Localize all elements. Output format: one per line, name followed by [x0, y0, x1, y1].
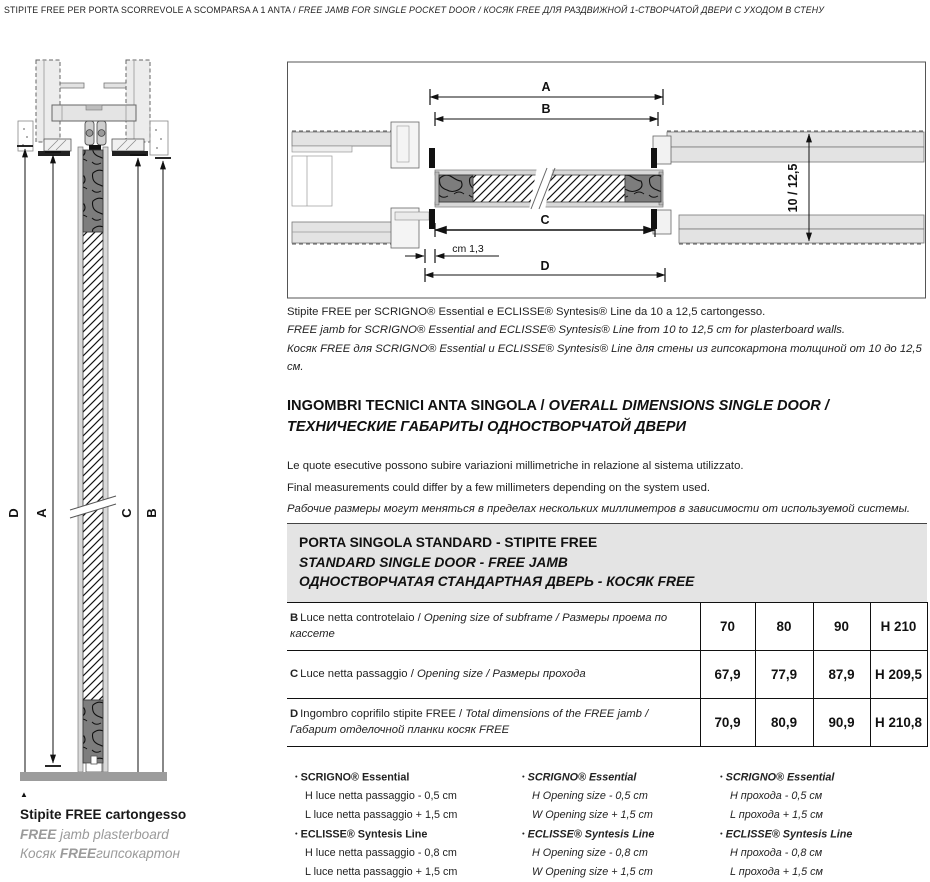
dim-label-c: C: [119, 508, 134, 518]
plan-drawing: [287, 60, 927, 300]
ceiling-bracket-left: [58, 83, 84, 88]
spec-line: H Opening size - 0,8 cm: [532, 847, 648, 860]
dim-label-a: A: [34, 508, 49, 518]
floor-label-it-pre: Stipite: [20, 807, 66, 822]
section-heading: [287, 396, 927, 438]
table-title-en: STANDARD SINGLE DOOR - FREE JAMB: [299, 554, 568, 570]
right-wall-board-3: [679, 215, 924, 229]
table-title-it: PORTA SINGOLA STANDARD - STIPITE FREE: [299, 535, 598, 550]
floor-label-ru-pre: Косяк: [20, 846, 60, 861]
dimensions-table-block: [287, 523, 927, 747]
left-jamb-top: [391, 122, 419, 168]
caption-en: FREE jamb for SCRIGNO® Essential and ECLISSE® Syntesis® Line from 10 to 12,5 cm for plasterboard walls.: [287, 324, 846, 337]
heading-en: OVERALL DIMENSIONS SINGLE DOOR /: [548, 398, 829, 414]
cell-value: 87,9: [813, 650, 870, 698]
cell-value: 80: [755, 602, 813, 650]
dim-label-b: B: [144, 508, 159, 518]
table-row: [287, 650, 927, 698]
row-letter: B: [290, 612, 299, 624]
bullet-icon: •: [295, 772, 298, 781]
spec-line: W Opening size + 1,5 cm: [532, 809, 653, 822]
right-wall-board-1: [667, 132, 924, 147]
right-wall-board-4: [679, 229, 924, 243]
spec-line: H luce netta passaggio - 0,5 cm: [305, 790, 457, 803]
bullet-icon: •: [522, 828, 525, 838]
floor-label-ru-bold: FREE: [59, 846, 97, 861]
brand-scrigno: SCRIGNO® Essential: [725, 771, 835, 784]
gap-dim-label: cm 1,3: [452, 243, 484, 255]
dim-label-a: A: [541, 80, 551, 94]
spec-line: L прохода + 1,5 см: [730, 865, 823, 878]
note-it: Le quote esecutive possono subire variazioni millimetriche in relazione al sistema utilizzato.: [287, 460, 744, 472]
vertical-section-drawing: [0, 55, 220, 820]
brand-eclisse: ECLISSE® Syntesis Line: [725, 828, 853, 841]
cell-value: 77,9: [755, 650, 813, 698]
note-en: Final measurements could differ by a few millimeters depending on the system used.: [287, 481, 711, 494]
dim-label-c: C: [540, 213, 550, 227]
heading-ru: ТЕХНИЧЕСКИЕ ГАБАРИТЫ ОДНОСТВОРЧАТОЙ ДВЕРИ: [287, 419, 686, 435]
bullet-icon: •: [720, 772, 723, 781]
spec-line: L luce netta passaggio + 1,5 cm: [305, 809, 458, 822]
jamb-profile-right: [112, 139, 144, 151]
table-row: [287, 602, 927, 650]
dimensions-table: [287, 602, 928, 747]
spec-line: H прохода - 0,5 см: [730, 790, 823, 803]
cell-value: H 209,5: [870, 650, 927, 698]
table-title: [287, 523, 927, 602]
door-core-grain-bottom: [83, 700, 103, 763]
row-label-it: Ingombro coprifilo stipite FREE /: [300, 708, 466, 720]
floor-label-en-post: jamb plasterboard: [56, 826, 169, 842]
left-wall-board-top: [292, 132, 392, 146]
row-label-ru: Размеры проема по кассете: [290, 612, 668, 640]
row-label-ru: Размеры прохода: [492, 668, 586, 680]
header-en: FREE JAMB FOR SINGLE POCKET DOOR /: [298, 5, 484, 15]
floor-bar: [20, 772, 167, 781]
door-grain-right: [625, 175, 661, 202]
system-notes-en: [522, 768, 732, 882]
row-label-en: Total dimensions of the FREE jamb /: [465, 708, 649, 720]
floor-label-ru-post: гипсокартон: [96, 846, 180, 861]
spec-line: H luce netta passaggio - 0,8 cm: [305, 847, 457, 860]
spec-line: H Opening size - 0,5 cm: [532, 790, 648, 803]
table-title-ru: ОДНОСТВОРЧАТАЯ СТАНДАРТНАЯ ДВЕРЬ - КОСЯК FREE: [299, 574, 695, 589]
cell-value: 67,9: [700, 650, 755, 698]
spec-line: H прохода - 0,8 см: [730, 847, 823, 860]
brand-scrigno: SCRIGNO® Essential: [300, 771, 410, 784]
cell-value: H 210: [870, 602, 927, 650]
row-letter: C: [290, 668, 299, 680]
row-label-it: Luce netta controtelaio /: [300, 612, 424, 624]
header-ru: КОСЯК FREE ДЛЯ РАЗДВИЖНОЙ 1-СТВОРЧАТОЙ ДВЕРИ С УХОДОМ В СТЕНУ: [483, 5, 825, 15]
floor-label-it-bold: FREE: [65, 807, 102, 822]
cell-value: H 210,8: [870, 698, 927, 746]
system-notes-ru: [720, 768, 930, 882]
bullet-icon: •: [720, 828, 723, 838]
spec-line: L прохода + 1,5 см: [730, 809, 823, 822]
door-core-grain-top: [83, 150, 103, 232]
cell-value: 90: [813, 602, 870, 650]
door-edge-right: [103, 147, 108, 772]
brand-eclisse: ECLISSE® Syntesis Line: [300, 828, 428, 841]
right-wall-board-2: [667, 147, 924, 162]
triangle-marker-icon: ▲: [20, 790, 28, 799]
wall-panel-right: [126, 60, 150, 142]
page-header-line: [4, 5, 926, 15]
brand-eclisse: ECLISSE® Syntesis Line: [527, 828, 655, 841]
row-letter: D: [290, 708, 299, 720]
bullet-icon: •: [295, 828, 298, 838]
dim-label-b: B: [541, 102, 551, 116]
caption-ru: Косяк FREE для SCRIGNO® Essential и ECLISSE® Syntesis® Line для стены из гипсокартона толщиной от 10 до 12,5 см.: [287, 342, 922, 374]
dim-label-d: D: [540, 259, 550, 273]
cell-value: 70,9: [700, 698, 755, 746]
door-core-hatch: [83, 232, 103, 700]
row-label-en: Opening size /: [417, 668, 493, 680]
floor-label-it-post: cartongesso: [101, 807, 187, 822]
drawing-caption: [287, 303, 927, 377]
cell-value: 90,9: [813, 698, 870, 746]
row-label-ru: Габарит отделочной планки косяк FREE: [290, 724, 510, 736]
left-wall-board-bottom: [292, 222, 392, 243]
floor-label: [8, 790, 278, 864]
spec-line: L luce netta passaggio + 1,5 cm: [305, 865, 458, 878]
spec-line: W Opening size + 1,5 cm: [532, 865, 653, 878]
brand-scrigno: SCRIGNO® Essential: [527, 771, 637, 784]
note-ru: Рабочие размеры могут меняться в пределах нескольких миллиметров в зависимости от используемой системы.: [287, 503, 911, 516]
tolerance-notes: [287, 456, 927, 521]
row-label-en: Opening size of subframe /: [423, 612, 563, 624]
door-edge-bottom: [435, 202, 663, 207]
bullet-icon: •: [522, 772, 525, 781]
cell-value: 70: [700, 602, 755, 650]
door-grain-left: [439, 175, 473, 202]
row-label-it: Luce netta passaggio /: [300, 668, 417, 680]
cell-value: 80,9: [755, 698, 813, 746]
coprifilo-right: [150, 121, 168, 155]
wall-panel-left: [36, 60, 60, 142]
system-notes-it: [295, 768, 505, 882]
dim-label-d: D: [6, 508, 21, 518]
door-edge-left: [78, 147, 83, 772]
heading-it: INGOMBRI TECNICI ANTA SINGOLA /: [287, 398, 549, 414]
caption-it: Stipite FREE per SCRIGNO® Essential e ECLISSE® Syntesis® Line da 10 a 12,5 cartongesso.: [287, 306, 766, 318]
floor-label-en-bold: FREE: [20, 826, 57, 842]
wall-thickness-label: 10 / 12,5: [786, 163, 800, 213]
table-row: [287, 698, 927, 746]
header-it: STIPITE FREE PER PORTA SCORREVOLE A SCOMPARSA A 1 ANTA /: [4, 5, 299, 15]
